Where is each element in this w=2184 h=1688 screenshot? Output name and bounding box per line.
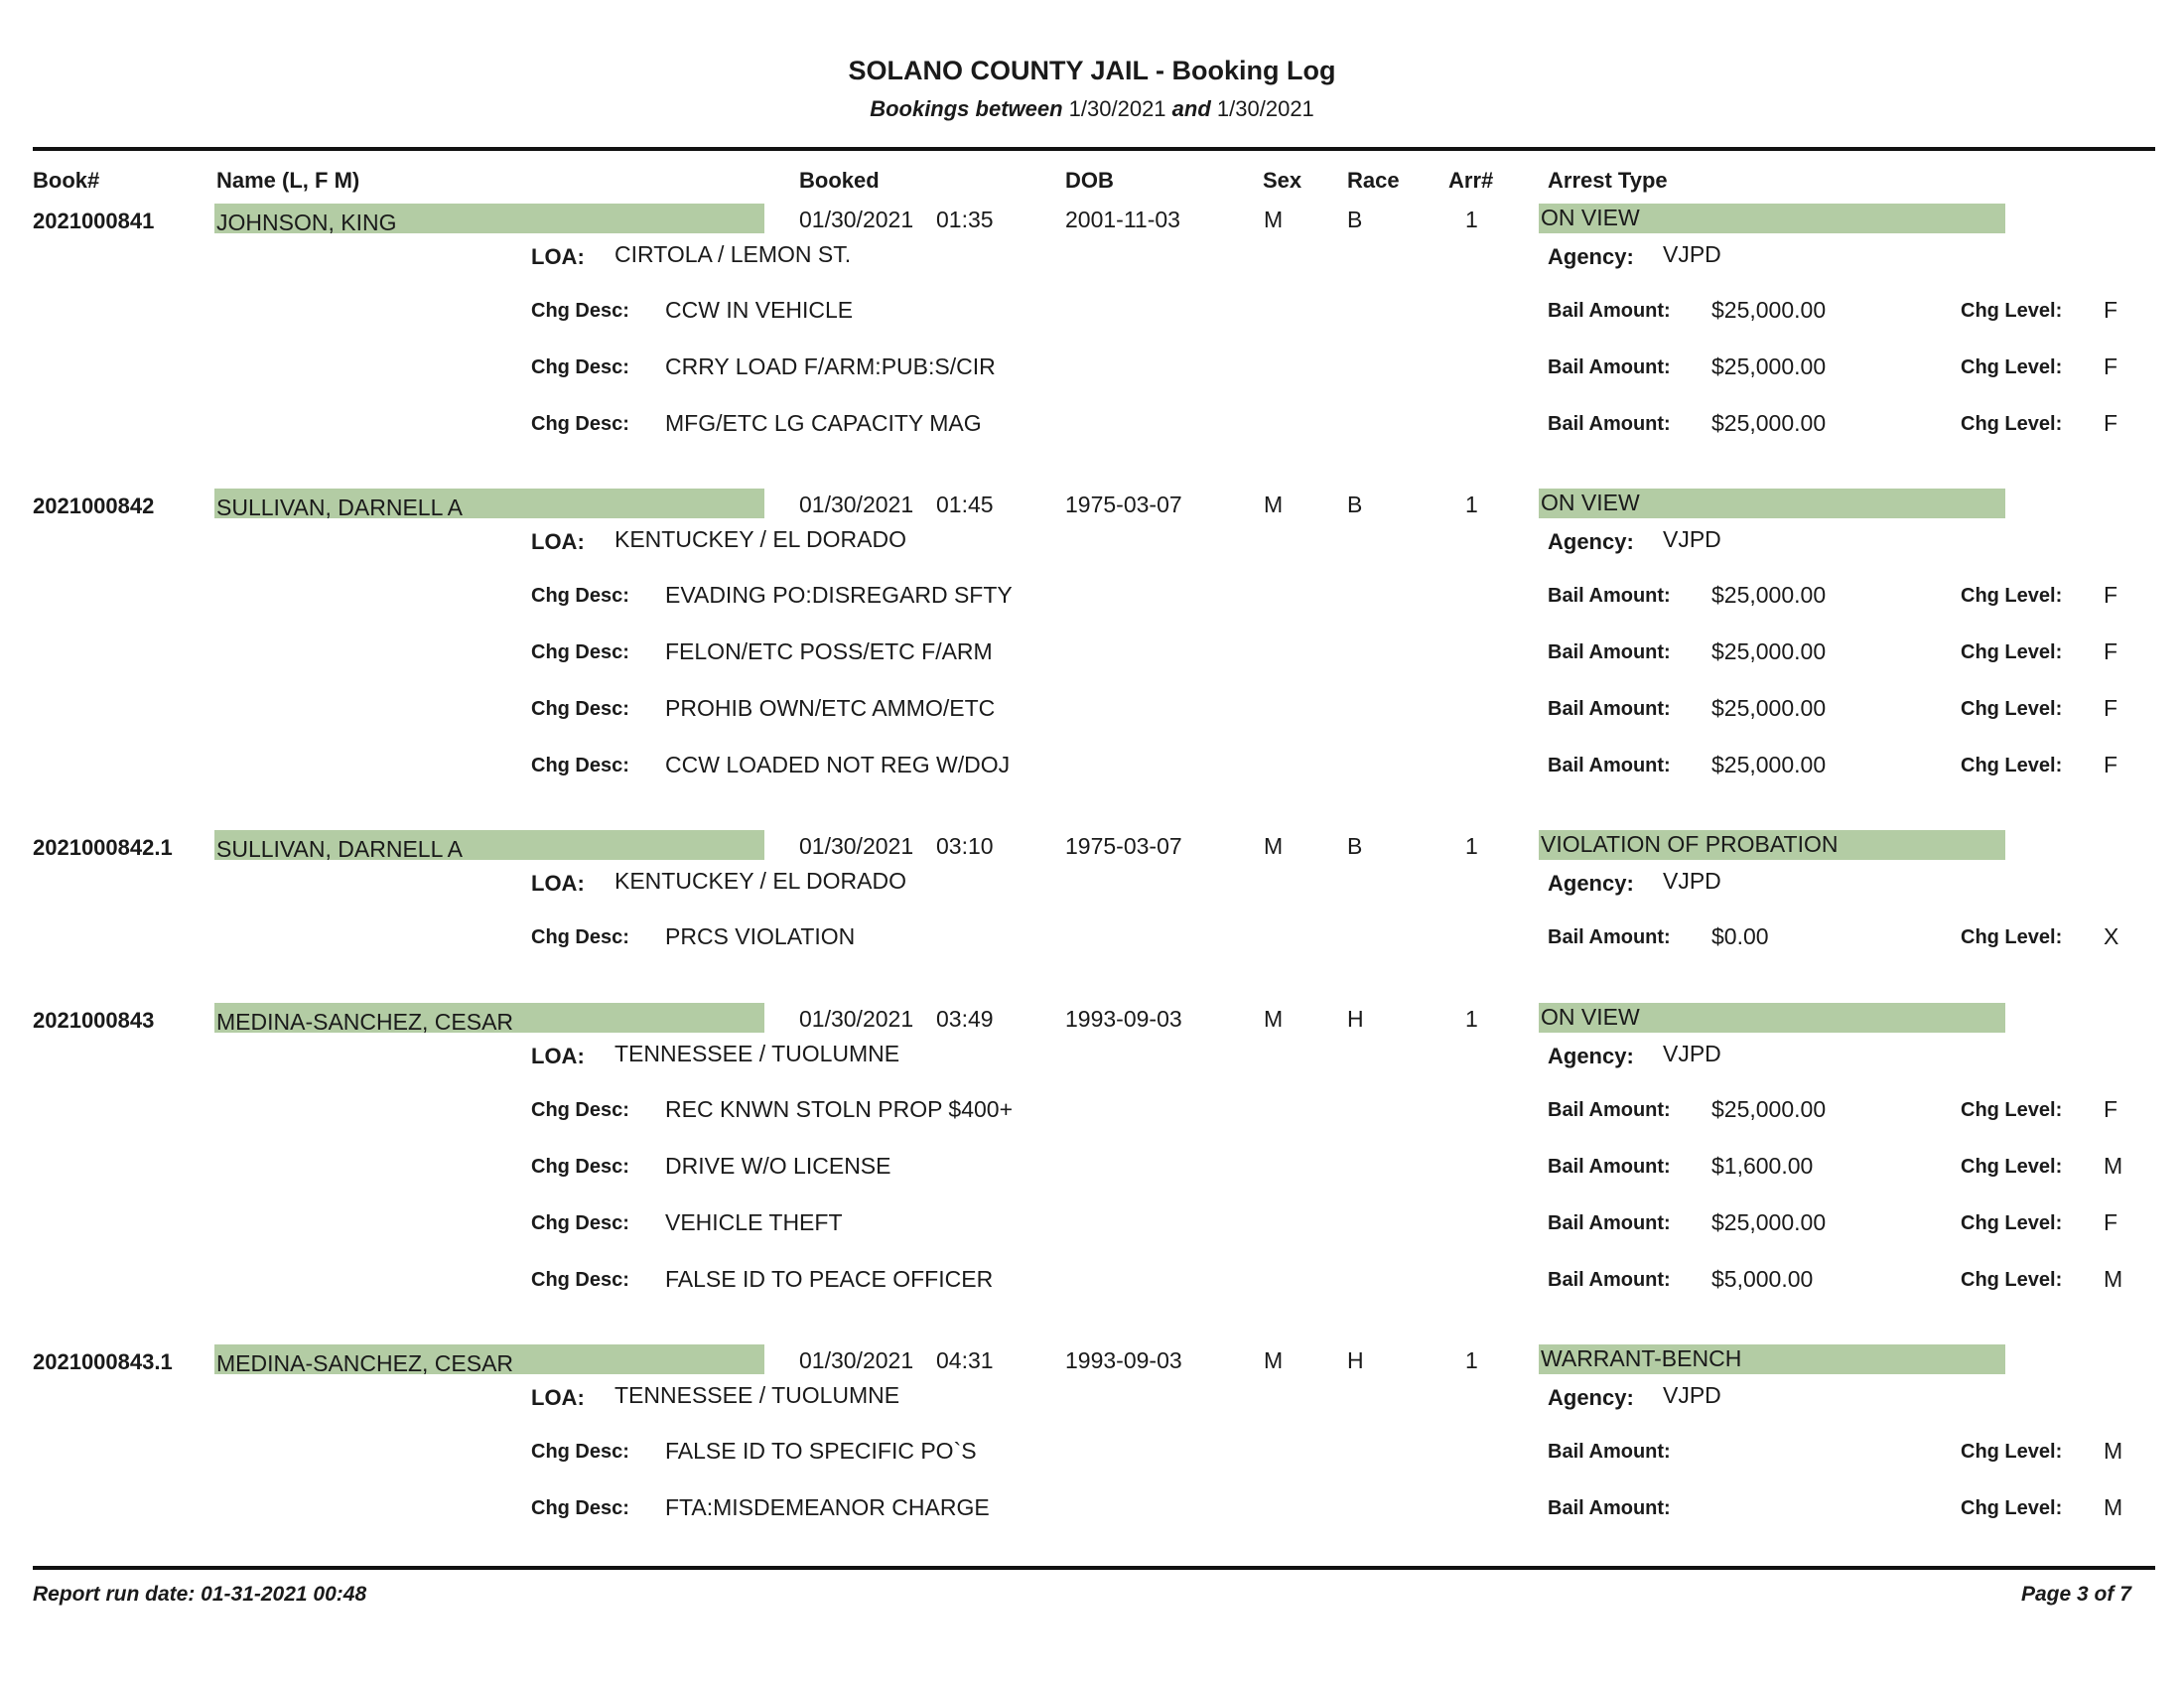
- arrest-type-highlight: [1539, 1344, 2005, 1374]
- charge-level-label: Chg Level:: [1961, 1441, 2063, 1463]
- agency: VJPD: [1663, 868, 1721, 894]
- booked-time: 03:49: [936, 1006, 994, 1032]
- arrest-number: 1: [1465, 833, 1478, 859]
- agency: VJPD: [1663, 526, 1721, 552]
- booked-time: 01:45: [936, 492, 994, 517]
- name-highlight: [214, 489, 764, 518]
- charge-level: M: [2104, 1266, 2123, 1292]
- arrest-type: ON VIEW: [1541, 1004, 1640, 1030]
- bail-amount: $5,000.00: [1711, 1266, 1814, 1292]
- arrest-number: 1: [1465, 1006, 1478, 1032]
- location-of-arrest: KENTUCKEY / EL DORADO: [614, 868, 906, 894]
- bail-amount-label: Bail Amount:: [1548, 1099, 1671, 1121]
- charge-description: PROHIB OWN/ETC AMMO/ETC: [665, 695, 996, 721]
- bail-amount-label: Bail Amount:: [1548, 1441, 1671, 1463]
- report-subtitle: [0, 96, 2184, 122]
- booking-record: [0, 490, 2184, 808]
- booked-date: 01/30/2021: [799, 833, 914, 859]
- charge-description: MFG/ETC LG CAPACITY MAG: [665, 410, 982, 436]
- bail-amount: $25,000.00: [1711, 1209, 1827, 1235]
- charge-desc-label: Chg Desc:: [531, 1212, 629, 1234]
- agency-label: Agency:: [1548, 871, 1634, 896]
- col-sex: Sex: [1263, 168, 1302, 193]
- charge-description: PRCS VIOLATION: [665, 923, 856, 949]
- date-of-birth: 1975-03-07: [1065, 492, 1182, 517]
- booking-record: [0, 205, 2184, 467]
- loa-label: LOA:: [531, 244, 585, 269]
- bail-amount-label: Bail Amount:: [1548, 698, 1671, 720]
- agency-label: Agency:: [1548, 1044, 1634, 1068]
- charge-desc-label: Chg Desc:: [531, 1441, 629, 1463]
- charge-description: EVADING PO:DISREGARD SFTY: [665, 582, 1013, 608]
- book-number: 2021000842.1: [33, 835, 173, 860]
- charge-description: REC KNWN STOLN PROP $400+: [665, 1096, 1014, 1122]
- column-headers: [0, 168, 2184, 198]
- race: H: [1347, 1347, 1364, 1373]
- charge-desc-label: Chg Desc:: [531, 413, 629, 435]
- bail-amount: $0.00: [1711, 923, 1769, 949]
- inmate-name: SULLIVAN, DARNELL A: [216, 494, 463, 520]
- charge-level-label: Chg Level:: [1961, 641, 2063, 663]
- charge-desc-label: Chg Desc:: [531, 1269, 629, 1291]
- charge-description: CCW LOADED NOT REG W/DOJ: [665, 752, 1011, 777]
- col-name: Name (L, F M): [216, 168, 360, 193]
- charge-description: CRRY LOAD F/ARM:PUB:S/CIR: [665, 353, 996, 379]
- charge-level-label: Chg Level:: [1961, 356, 2063, 378]
- charge-description: FALSE ID TO PEACE OFFICER: [665, 1266, 994, 1292]
- charge-desc-label: Chg Desc:: [531, 585, 629, 607]
- charge-desc-label: Chg Desc:: [531, 1497, 629, 1519]
- date-of-birth: 1993-09-03: [1065, 1006, 1182, 1032]
- race: B: [1347, 492, 1363, 517]
- sex: M: [1264, 1347, 1284, 1373]
- bail-amount: $25,000.00: [1711, 582, 1827, 608]
- charge-level: F: [2104, 353, 2118, 379]
- charge-level: F: [2104, 752, 2118, 777]
- end-date: 1/30/2021: [1216, 96, 1314, 121]
- agency-label: Agency:: [1548, 244, 1634, 269]
- bail-amount-label: Bail Amount:: [1548, 1212, 1671, 1234]
- race: H: [1347, 1006, 1364, 1032]
- booked-date: 01/30/2021: [799, 1006, 914, 1032]
- charge-level-label: Chg Level:: [1961, 1269, 2063, 1291]
- bail-amount-label: Bail Amount:: [1548, 641, 1671, 663]
- charge-level: F: [2104, 297, 2118, 323]
- inmate-name: MEDINA-SANCHEZ, CESAR: [216, 1350, 514, 1376]
- loa-label: LOA:: [531, 1385, 585, 1410]
- inmate-name: SULLIVAN, DARNELL A: [216, 836, 463, 862]
- booking-record: [0, 831, 2184, 980]
- header-divider: [33, 147, 2155, 151]
- charge-level-label: Chg Level:: [1961, 1212, 2063, 1234]
- booked-date: 01/30/2021: [799, 207, 914, 232]
- charge-level: F: [2104, 695, 2118, 721]
- loa-label: LOA:: [531, 529, 585, 554]
- subtitle-prefix: Bookings between: [870, 96, 1063, 121]
- bail-amount: $25,000.00: [1711, 695, 1827, 721]
- booked-date: 01/30/2021: [799, 492, 914, 517]
- location-of-arrest: CIRTOLA / LEMON ST.: [614, 241, 852, 267]
- bail-amount: $1,600.00: [1711, 1153, 1814, 1179]
- bail-amount: $25,000.00: [1711, 353, 1827, 379]
- bail-amount: $25,000.00: [1711, 1096, 1827, 1122]
- inmate-name: JOHNSON, KING: [216, 210, 397, 235]
- agency: VJPD: [1663, 1041, 1721, 1066]
- bail-amount-label: Bail Amount:: [1548, 413, 1671, 435]
- bail-amount-label: Bail Amount:: [1548, 356, 1671, 378]
- inmate-name: MEDINA-SANCHEZ, CESAR: [216, 1009, 514, 1035]
- sex: M: [1264, 207, 1284, 232]
- sex: M: [1264, 492, 1284, 517]
- charge-description: VEHICLE THEFT: [665, 1209, 843, 1235]
- report-run-date: Report run date: 01-31-2021 00:48: [33, 1583, 367, 1606]
- charge-level-label: Chg Level:: [1961, 755, 2063, 776]
- name-highlight: [214, 1344, 764, 1374]
- book-number: 2021000843: [33, 1008, 155, 1033]
- charge-level: F: [2104, 1096, 2118, 1122]
- charge-level-label: Chg Level:: [1961, 1497, 2063, 1519]
- sex: M: [1264, 833, 1284, 859]
- col-arr: Arr#: [1448, 168, 1494, 193]
- start-date: 1/30/2021: [1068, 96, 1166, 121]
- charge-description: FELON/ETC POSS/ETC F/ARM: [665, 638, 993, 664]
- arrest-type: WARRANT-BENCH: [1541, 1345, 1742, 1371]
- name-highlight: [214, 1003, 764, 1033]
- report-header: [0, 56, 2184, 122]
- charge-desc-label: Chg Desc:: [531, 755, 629, 776]
- booking-record: [0, 1004, 2184, 1323]
- arrest-type-highlight: [1539, 830, 2005, 860]
- charge-desc-label: Chg Desc:: [531, 641, 629, 663]
- arrest-type: VIOLATION OF PROBATION: [1541, 831, 1839, 857]
- charge-level: F: [2104, 410, 2118, 436]
- charge-level-label: Chg Level:: [1961, 926, 2063, 948]
- charge-level-label: Chg Level:: [1961, 300, 2063, 322]
- date-of-birth: 1975-03-07: [1065, 833, 1182, 859]
- bail-amount: $25,000.00: [1711, 410, 1827, 436]
- arrest-number: 1: [1465, 1347, 1478, 1373]
- race: B: [1347, 833, 1363, 859]
- date-of-birth: 2001-11-03: [1065, 207, 1180, 232]
- arrest-type-highlight: [1539, 204, 2005, 233]
- charge-level: F: [2104, 1209, 2118, 1235]
- charge-level-label: Chg Level:: [1961, 698, 2063, 720]
- charge-level-label: Chg Level:: [1961, 1099, 2063, 1121]
- bail-amount-label: Bail Amount:: [1548, 926, 1671, 948]
- charge-description: FALSE ID TO SPECIFIC PO`S: [665, 1438, 977, 1464]
- col-book: Book#: [33, 168, 100, 193]
- location-of-arrest: TENNESSEE / TUOLUMNE: [614, 1041, 900, 1066]
- book-number: 2021000841: [33, 209, 155, 233]
- agency-label: Agency:: [1548, 1385, 1634, 1410]
- col-dob: DOB: [1065, 168, 1114, 193]
- charge-description: DRIVE W/O LICENSE: [665, 1153, 891, 1179]
- arrest-number: 1: [1465, 492, 1478, 517]
- date-of-birth: 1993-09-03: [1065, 1347, 1182, 1373]
- charge-desc-label: Chg Desc:: [531, 356, 629, 378]
- arrest-type-highlight: [1539, 1003, 2005, 1033]
- bail-amount: $25,000.00: [1711, 638, 1827, 664]
- book-number: 2021000843.1: [33, 1349, 173, 1374]
- race: B: [1347, 207, 1363, 232]
- loa-label: LOA:: [531, 871, 585, 896]
- agency-label: Agency:: [1548, 529, 1634, 554]
- bail-amount: $25,000.00: [1711, 297, 1827, 323]
- footer-divider: [33, 1566, 2155, 1570]
- charge-level: F: [2104, 582, 2118, 608]
- booked-time: 04:31: [936, 1347, 994, 1373]
- loa-label: LOA:: [531, 1044, 585, 1068]
- col-race: Race: [1347, 168, 1400, 193]
- bail-amount: $25,000.00: [1711, 752, 1827, 777]
- charge-level-label: Chg Level:: [1961, 585, 2063, 607]
- charge-level: M: [2104, 1153, 2123, 1179]
- booking-record: [0, 1345, 2184, 1551]
- charge-level: X: [2104, 923, 2119, 949]
- charge-description: CCW IN VEHICLE: [665, 297, 854, 323]
- arrest-type-highlight: [1539, 489, 2005, 518]
- arrest-type: ON VIEW: [1541, 205, 1640, 230]
- booked-time: 03:10: [936, 833, 994, 859]
- location-of-arrest: TENNESSEE / TUOLUMNE: [614, 1382, 900, 1408]
- bail-amount-label: Bail Amount:: [1548, 1269, 1671, 1291]
- agency: VJPD: [1663, 241, 1721, 267]
- charge-level-label: Chg Level:: [1961, 1156, 2063, 1178]
- arrest-type: ON VIEW: [1541, 490, 1640, 515]
- charge-description: FTA:MISDEMEANOR CHARGE: [665, 1494, 990, 1520]
- bail-amount-label: Bail Amount:: [1548, 300, 1671, 322]
- subtitle-and: and: [1171, 96, 1211, 121]
- charge-desc-label: Chg Desc:: [531, 698, 629, 720]
- booked-time: 01:35: [936, 207, 994, 232]
- bail-amount-label: Bail Amount:: [1548, 1497, 1671, 1519]
- book-number: 2021000842: [33, 493, 155, 518]
- col-booked: Booked: [799, 168, 880, 193]
- charge-desc-label: Chg Desc:: [531, 1099, 629, 1121]
- name-highlight: [214, 204, 764, 233]
- bail-amount-label: Bail Amount:: [1548, 1156, 1671, 1178]
- charge-desc-label: Chg Desc:: [531, 1156, 629, 1178]
- bail-amount-label: Bail Amount:: [1548, 755, 1671, 776]
- charge-level: M: [2104, 1438, 2123, 1464]
- bail-amount-label: Bail Amount:: [1548, 585, 1671, 607]
- agency: VJPD: [1663, 1382, 1721, 1408]
- sex: M: [1264, 1006, 1284, 1032]
- report-title: SOLANO COUNTY JAIL - Booking Log: [848, 56, 1336, 85]
- charge-level: F: [2104, 638, 2118, 664]
- charge-desc-label: Chg Desc:: [531, 300, 629, 322]
- location-of-arrest: KENTUCKEY / EL DORADO: [614, 526, 906, 552]
- charge-level-label: Chg Level:: [1961, 413, 2063, 435]
- name-highlight: [214, 830, 764, 860]
- booked-date: 01/30/2021: [799, 1347, 914, 1373]
- page-number: Page 3 of 7: [2021, 1583, 2131, 1606]
- charge-desc-label: Chg Desc:: [531, 926, 629, 948]
- col-arrest-type: Arrest Type: [1548, 168, 1668, 193]
- charge-level: M: [2104, 1494, 2123, 1520]
- arrest-number: 1: [1465, 207, 1478, 232]
